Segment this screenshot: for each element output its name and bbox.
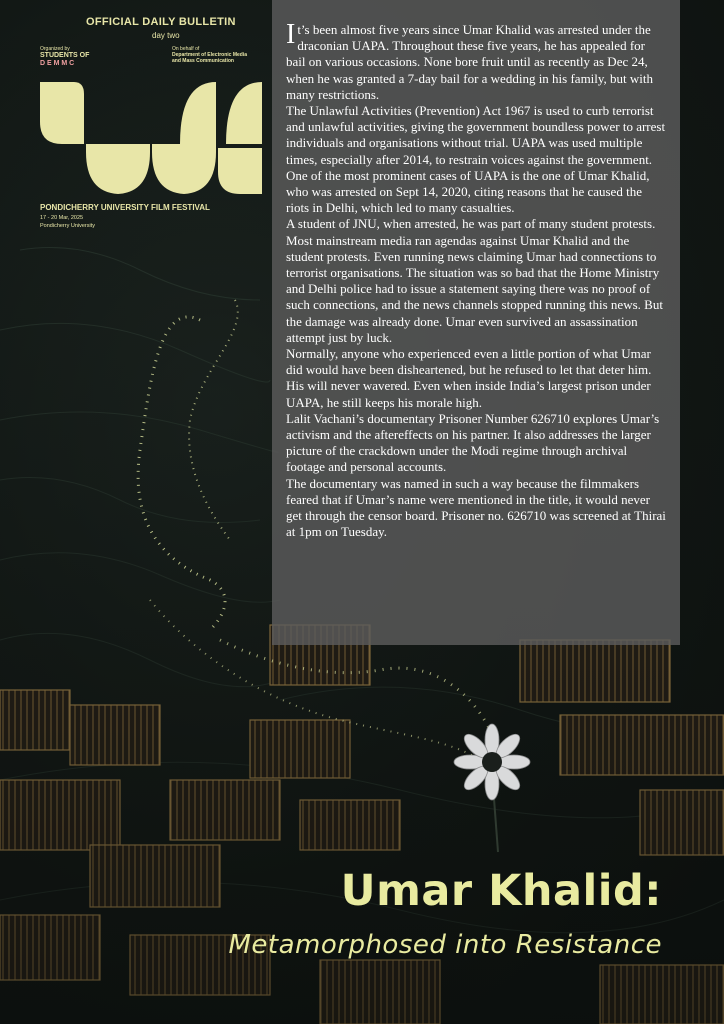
bulletin-day: day two bbox=[152, 31, 180, 40]
paragraph-text: t’s been almost five years since Umar Khalid was arrested under the draconian UAPA. Throughout these five years, he has appealed for bail on various occasions. None bore fruit until as recently as Dec 24, when he was granted a 7-day bail for a wedding in his family, but with many restrictions. bbox=[286, 22, 654, 102]
article-paragraph: The documentary was named in such a way because the filmmakers feared that if Umar’s name were mentioned in the title, it would never get through the censor board. Prisoner no. 626710 was screened at Thirai at 1pm on Tuesday. bbox=[286, 475, 666, 540]
drop-cap: I bbox=[286, 19, 296, 50]
organizer-line2: D E M M C bbox=[40, 60, 75, 67]
article-paragraph: Lalit Vachani’s documentary Prisoner Number 626710 explores Umar’s activism and the aftereffects on his partner. It also addresses the larger picture of the crackdown under the Modi regime through archival footage and personal accounts. bbox=[286, 410, 660, 475]
festival-name: PONDICHERRY UNIVERSITY FILM FESTIVAL bbox=[40, 203, 210, 212]
department-line1: Department of Electronic Media bbox=[172, 52, 248, 58]
organized-label: Organized by bbox=[40, 46, 70, 52]
article-panel bbox=[272, 0, 680, 645]
organizer-line1: STUDENTS OF bbox=[40, 52, 90, 59]
department-line2: and Mass Communication bbox=[172, 58, 234, 64]
article-paragraph: A student of JNU, when arrested, he was part of many student protests. Most mainstream media ran agendas against Umar Khalid and the student protests. Even running news claiming Umar had connections to terrorist organisations. The situation was so bad that the Home Ministry and Delhi police had to issue a statement saying there was no proof of such connections, and the news channels stopped running this news. But the damage was already done. Umar even survived an assassination attempt just by luck. bbox=[286, 216, 663, 345]
article-paragraph: The Unlawful Activities (Prevention) Act 1967 is used to curb terrorist and unlawful activities, giving the government boundless power to arrest individuals and organisations without trial. UAPA was used multiple times, especially after 2014, to restrain voices against the government. bbox=[286, 103, 666, 167]
headline-title: Umar Khalid: bbox=[340, 866, 662, 916]
bulletin-title: OFFICIAL DAILY BULLETIN bbox=[86, 16, 236, 28]
behalf-label: On behalf of bbox=[172, 46, 200, 52]
department-block bbox=[172, 46, 272, 64]
festival-logo-icon bbox=[40, 82, 262, 200]
article-paragraph: Normally, anyone who experienced even a little portion of what Umar did would have been disheartened, but he refused to let that deter him. His will never wavered. Even when inside India’s largest prison under UAPA, he still keeps his morale high. bbox=[286, 346, 652, 410]
festival-place: Pondicherry University bbox=[40, 223, 96, 229]
festival-dates: 17 - 20 Mar, 2025 bbox=[40, 215, 84, 221]
article-paragraph: One of the most prominent cases of UAPA is the one of Umar Khalid, who was arrested on Sept 14, 2020, citing reasons that he caused the riots in Delhi, which led to many casualties. bbox=[286, 167, 650, 216]
headline-subtitle: Metamorphosed into Resistance bbox=[228, 930, 662, 960]
article-paragraph bbox=[286, 19, 666, 103]
organizer-block bbox=[40, 46, 130, 68]
